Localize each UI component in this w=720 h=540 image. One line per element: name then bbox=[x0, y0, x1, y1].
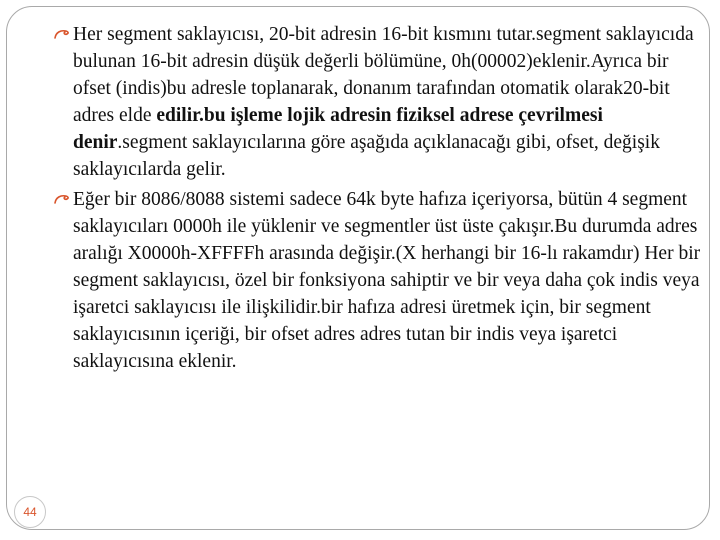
bullet-item bbox=[53, 186, 705, 375]
slide-frame bbox=[6, 6, 710, 530]
page-number: 44 bbox=[14, 496, 46, 528]
curl-bullet-icon bbox=[53, 186, 71, 213]
bullet-text: Eğer bir 8086/8088 sistemi sadece 64k byte hafıza içeriyorsa, bütün 4 segment saklayıcıları 0000h ile yüklenir ve segmentler üst üste çakışır.Bu durumda adres aralığı X0000h-XFFFFh arasında değişir.(X herhangi bir 16-lı rakamdır) Her bir segment saklayıcısı, özel bir fonksiyona sahiptir ve bir veya daha çok indis veya işaretci saklayıcısı ile ilişkilidir.bir hafıza adresi üretmek için, bir segment saklayıcısının içeriği, bir ofset adres adres tutan bir indis veya işaretci saklayıcısına eklenir. bbox=[73, 189, 701, 372]
slide-content bbox=[53, 21, 705, 378]
bullet-text-bold: edilir.bu işleme lojik adresin fiziksel adrese çevrilmesi denir bbox=[73, 105, 603, 153]
curl-bullet-icon bbox=[53, 21, 71, 48]
bullet-text: .segment saklayıcılarına göre aşağıda açıklanacağı gibi, ofset, değişik saklayıcılarda gelir. bbox=[73, 132, 660, 180]
bullet-text: Her segment saklayıcısı, 20-bit adresin 16-bit kısmını tutar.segment saklayıcıda bulunan 16-bit adresin düşük değerli bölümüne, 0h(00002)eklenir.Ayrıca bir ofset (indis)bu adresle toplanarak, donanım tarafından otomatik olarak20-bit adres elde bbox=[73, 24, 694, 126]
bullet-item bbox=[53, 21, 705, 183]
